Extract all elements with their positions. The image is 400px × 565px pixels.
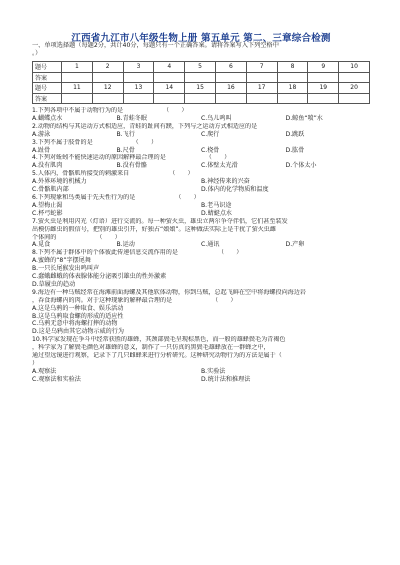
answer-option[interactable]: D.鲸鱼“喷”水 xyxy=(285,114,323,122)
question-list xyxy=(32,107,370,384)
table-cell: 13 xyxy=(123,83,154,94)
answer-option[interactable]: D.统计法和推理法 xyxy=(201,375,251,383)
answer-option[interactable]: A.觅食 xyxy=(32,241,51,249)
question-text: 4.下列对蚯蚓不能快速运动的原因解释最合理的是 xyxy=(32,154,166,162)
question-stem xyxy=(32,218,370,226)
question-block xyxy=(32,154,370,170)
options-row xyxy=(32,162,370,170)
options-row xyxy=(32,368,370,376)
answer-option[interactable]: D.这是乌鸦由其它动物示威的行为 xyxy=(32,328,124,336)
table-row xyxy=(33,72,370,83)
question-text: 9.海边有一种乌贼经常在海滩前面海螺及其他软体动物，你到乌贼，总起飞鲜在空中将海螺投向海边岩 xyxy=(32,288,306,296)
question-text: 2.动物的结构与其运动方式相适应，青蛙的趾间有蹼，下列与之运动方式相适应的是 xyxy=(32,122,258,130)
table-cell-label: 答案 xyxy=(33,93,62,104)
answer-blank: （ ） xyxy=(205,154,231,162)
question-block xyxy=(32,336,370,383)
table-cell: 15 xyxy=(185,83,216,94)
table-cell: 8 xyxy=(277,62,308,73)
options-row xyxy=(32,265,370,273)
answer-option[interactable]: B.这是乌鸦取食螺的形成的适应性 xyxy=(32,312,124,320)
options-row xyxy=(32,131,370,139)
table-cell-label: 答案 xyxy=(33,72,62,83)
answer-cell[interactable] xyxy=(277,72,308,83)
table-cell: 5 xyxy=(185,62,216,73)
question-text-line: 出模仿雌虫的假信号，把别的雄虫引开，好独占“娘娘”。这种做法实际上是干扰了萤火虫雌 xyxy=(32,225,276,233)
answer-cell[interactable] xyxy=(92,72,123,83)
question-text: 10.科学家发现在争斗中经常获胜的雄蜂，其颈部鬓毛呈现棕黑色，而一般的雄蜂鬓毛为青褐色 xyxy=(32,336,286,344)
question-block xyxy=(32,218,370,250)
table-cell: 19 xyxy=(308,83,339,94)
question-text-line: 通过望远镜进行观察，记录下了几只雌蜂来进行分析研究。这种研究动物行为的方法是属于（ xyxy=(32,352,282,360)
question-stem xyxy=(32,139,370,147)
options-row xyxy=(32,186,370,194)
answer-option[interactable]: C.观察法和实验法 xyxy=(32,375,81,383)
question-text-line: 个体间的 （ ） xyxy=(32,233,121,241)
question-stem xyxy=(32,194,370,202)
question-text: 5.人体内，骨骼肌所接受的刺激来自 xyxy=(32,170,130,178)
table-cell: 4 xyxy=(154,62,185,73)
table-cell: 9 xyxy=(308,62,339,73)
question-text: 3.下列不属于肢骨的是 xyxy=(32,138,93,146)
answer-cell[interactable] xyxy=(92,93,123,104)
answer-option[interactable]: B.没有骨骼 xyxy=(116,162,147,170)
options-row xyxy=(32,328,370,336)
answer-option[interactable]: B.神经传来的兴奋 xyxy=(201,178,250,186)
question-block xyxy=(32,107,370,123)
answer-cell[interactable] xyxy=(154,72,185,83)
question-block xyxy=(32,249,370,289)
question-stem xyxy=(32,123,370,131)
question-text: 6.下列现象和鸟类属于先天性行为的是 xyxy=(32,193,136,201)
question-stem xyxy=(32,289,370,297)
answer-option[interactable]: B.老马识途 xyxy=(201,201,232,209)
table-cell: 20 xyxy=(339,83,370,94)
answer-cell[interactable] xyxy=(308,72,339,83)
question-stem xyxy=(32,170,370,178)
answer-option[interactable]: B.一只长尾猴发出鸣叫声 xyxy=(32,265,100,273)
answer-option[interactable]: B.尺骨 xyxy=(116,146,135,154)
instructions-line-2: 。） xyxy=(32,50,42,57)
table-cell: 6 xyxy=(215,62,246,73)
answer-cell[interactable] xyxy=(308,93,339,104)
answer-option[interactable]: C.骨骼肌内部 xyxy=(32,186,69,194)
table-cell: 17 xyxy=(246,83,277,94)
question-text: 1.下列各项中不属于动物行为的是 xyxy=(32,107,124,114)
options-row xyxy=(32,202,370,210)
options-row xyxy=(32,147,370,155)
answer-cell[interactable] xyxy=(277,93,308,104)
table-cell: 7 xyxy=(246,62,277,73)
options-row xyxy=(32,273,370,281)
question-block xyxy=(32,170,370,194)
answer-table xyxy=(32,61,370,104)
answer-blank: （ ） xyxy=(212,296,237,304)
question-block xyxy=(32,139,370,155)
answer-option[interactable]: B.青蛙冬眠 xyxy=(116,114,147,122)
options-row xyxy=(32,210,370,218)
document-title: 江西省九江市八年级生物上册 第五单元 第二、三章综合检测 xyxy=(71,33,331,44)
answer-blank: （ ） xyxy=(163,107,188,114)
answer-option[interactable]: C.爬行 xyxy=(201,130,220,138)
table-cell: 10 xyxy=(339,62,370,73)
options-row xyxy=(32,241,370,249)
options-row xyxy=(32,115,370,123)
answer-option[interactable]: A.外界环境的机械力 xyxy=(32,178,87,186)
table-row xyxy=(33,83,370,94)
table-cell: 1 xyxy=(62,62,93,73)
question-stem xyxy=(32,336,370,344)
instructions-line-1: 一、单项选择题（每题2分，共计40分，每题只有一个正确答案。请将答案写入下列空格中 xyxy=(32,42,279,49)
answer-cell[interactable] xyxy=(215,72,246,83)
answer-cell[interactable] xyxy=(185,93,216,104)
answer-option[interactable]: C.乌鸦无意中将海螺打摔的动物 xyxy=(32,320,118,328)
answer-option[interactable]: A.没有肌肉 xyxy=(32,162,63,170)
answer-option[interactable]: A.望梅止渴 xyxy=(32,201,63,209)
answer-blank: （ ） xyxy=(217,249,243,257)
table-cell-label: 题号 xyxy=(33,83,62,94)
options-row xyxy=(32,178,370,186)
answer-option[interactable]: D.跳跃 xyxy=(285,130,305,138)
table-cell: 14 xyxy=(154,83,185,94)
answer-cell[interactable] xyxy=(123,93,154,104)
answer-option[interactable]: C.鸟儿鸣叫 xyxy=(201,114,232,122)
table-cell-label: 题号 xyxy=(33,62,62,73)
options-row xyxy=(32,376,370,384)
answer-option[interactable]: A.蝴蝶点水 xyxy=(32,114,63,122)
answer-option[interactable]: D.体内的化学物质和温度 xyxy=(201,186,269,194)
question-text-line: ，科学家为了解鬓毛颜色对雄蜂的意义，制作了一只仿真的黑鬓毛雄蜂放在一群蜂之中， xyxy=(32,344,270,352)
question-stem xyxy=(32,107,370,115)
table-cell: 16 xyxy=(215,83,246,94)
answer-option[interactable]: B.实验法 xyxy=(201,367,226,375)
answer-option[interactable]: D.蜻蜓点水 xyxy=(201,209,233,217)
answer-cell[interactable] xyxy=(339,72,370,83)
question-text-line: ） xyxy=(32,360,39,367)
answer-option[interactable]: A.这是乌鸦的一种取食、娱乐活动 xyxy=(32,304,124,312)
table-cell: 12 xyxy=(92,83,123,94)
question-block xyxy=(32,123,370,139)
answer-option[interactable]: D.个体太小 xyxy=(285,162,317,170)
answer-cell[interactable] xyxy=(123,72,154,83)
answer-cell[interactable] xyxy=(185,72,216,83)
answer-option[interactable]: A.观察法 xyxy=(32,367,57,375)
answer-option[interactable]: B.运动 xyxy=(116,241,135,249)
table-row xyxy=(33,62,370,73)
answer-option[interactable]: C.体壁太光滑 xyxy=(201,162,238,170)
answer-option[interactable]: C.蠢蛾雌蛾的体表腺体能分泌吸引雄虫的性外激素 xyxy=(32,273,167,281)
table-row xyxy=(33,93,370,104)
answer-blank: （ ） xyxy=(96,233,121,241)
answer-blank: （ ） xyxy=(132,138,158,146)
answer-option[interactable]: D.产卵 xyxy=(285,241,305,249)
options-row xyxy=(32,257,370,265)
answer-cell[interactable] xyxy=(62,72,93,83)
question-block xyxy=(32,194,370,218)
answer-cell[interactable] xyxy=(339,93,370,104)
answer-cell[interactable] xyxy=(62,93,93,104)
question-text-line: ，吞食海螺内的肉。对于这种现象的解释最合理的是 （ ） xyxy=(32,296,237,304)
table-cell: 2 xyxy=(92,62,123,73)
question-block xyxy=(32,289,370,336)
answer-option[interactable]: B.飞行 xyxy=(116,130,135,138)
answer-cell[interactable] xyxy=(246,93,277,104)
answer-cell[interactable] xyxy=(246,72,277,83)
answer-option[interactable]: C.桡骨 xyxy=(201,146,220,154)
question-text: 8.下列不属于群体中的个体彼此传递信息交流作用的是 xyxy=(32,249,178,257)
options-row xyxy=(32,305,370,313)
answer-cell[interactable] xyxy=(154,93,185,104)
answer-option[interactable]: A.蜜蜂的“8”字摆尾舞 xyxy=(32,257,91,265)
options-row xyxy=(32,281,370,289)
answer-option[interactable]: C.通讯 xyxy=(201,241,220,249)
answer-cell[interactable] xyxy=(215,93,246,104)
answer-option[interactable]: D.肱骨 xyxy=(285,146,305,154)
answer-option[interactable]: A.趾骨 xyxy=(32,146,51,154)
question-text: 7.萤火虫是利用闪光（灯语）进行交流的。每一种萤火虫，雄虫立两尔争夺伴侣，它们甚至装发 xyxy=(32,217,288,225)
table-cell: 18 xyxy=(277,83,308,94)
section-instructions xyxy=(32,42,370,58)
answer-option[interactable]: C.杯弓蛇影 xyxy=(32,209,63,217)
table-cell: 3 xyxy=(123,62,154,73)
answer-option[interactable]: A.游泳 xyxy=(32,130,51,138)
answer-blank: （ ） xyxy=(175,193,200,201)
table-cell: 11 xyxy=(62,83,93,94)
answer-blank: （ ） xyxy=(169,170,194,178)
answer-option[interactable]: D.草履虫的趋动 xyxy=(32,280,76,288)
